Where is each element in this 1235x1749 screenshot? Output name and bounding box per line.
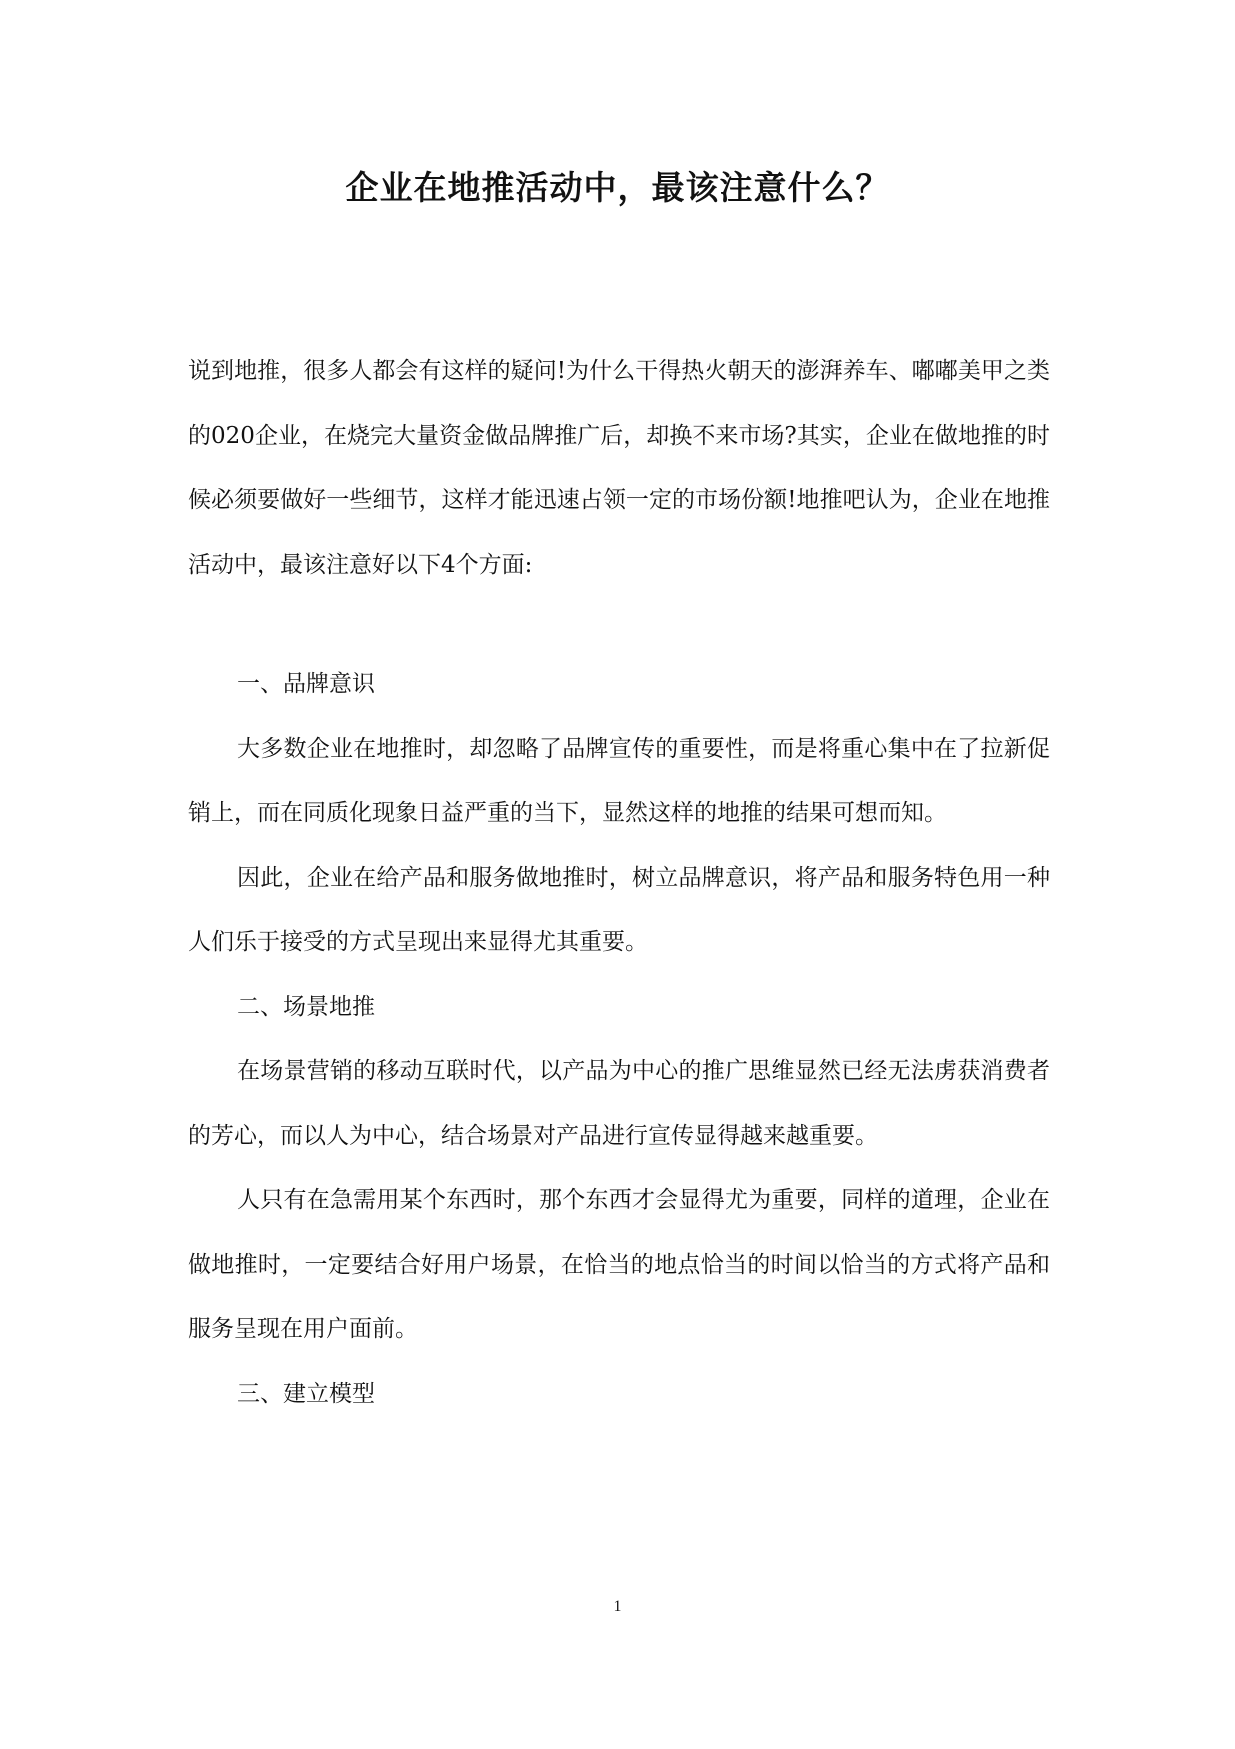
intro-block bbox=[188, 339, 1050, 597]
page-number: 1 bbox=[613, 1598, 622, 1615]
brand-paragraph-1: 大多数企业在地推时，却忽略了品牌宣传的重要性，而是将重心集中在了拉新促销上，而在同质化现象日益严重的当下，显然这样的地推的结果可想而知。 bbox=[188, 735, 1050, 826]
document-title: 企业在地推活动中，最该注意什么？ bbox=[345, 168, 890, 207]
section-heading-model: 三、建立模型 bbox=[237, 1380, 375, 1407]
sections-block bbox=[188, 652, 1050, 1426]
section-heading-scene: 二、场景地推 bbox=[237, 993, 375, 1020]
brand-paragraph-2: 因此，企业在给产品和服务做地推时，树立品牌意识，将产品和服务特色用一种人们乐于接受的方式呈现出来显得尤其重要。 bbox=[188, 864, 1050, 955]
intro-paragraph: 说到地推，很多人都会有这样的疑问!为什么干得热火朝天的澎湃养车、嘟嘟美甲之类的020企业，在烧完大量资金做品牌推广后，却换不来市场?其实，企业在做地推的时候必须要做好一些细节，这样才能迅速占领一定的市场份额!地推吧认为，企业在地推活动中，最该注意好以下4个方面: bbox=[188, 358, 1050, 578]
scene-paragraph-2: 人只有在急需用某个东西时，那个东西才会显得尤为重要，同样的道理，企业在做地推时，一定要结合好用户场景，在恰当的地点恰当的时间以恰当的方式将产品和服务呈现在用户面前。 bbox=[188, 1187, 1050, 1342]
section-heading-brand: 一、品牌意识 bbox=[237, 671, 375, 697]
scene-paragraph-1: 在场景营销的移动互联时代，以产品为中心的推广思维显然已经无法虏获消费者的芳心，而以人为中心，结合场景对产品进行宣传显得越来越重要。 bbox=[188, 1058, 1050, 1149]
